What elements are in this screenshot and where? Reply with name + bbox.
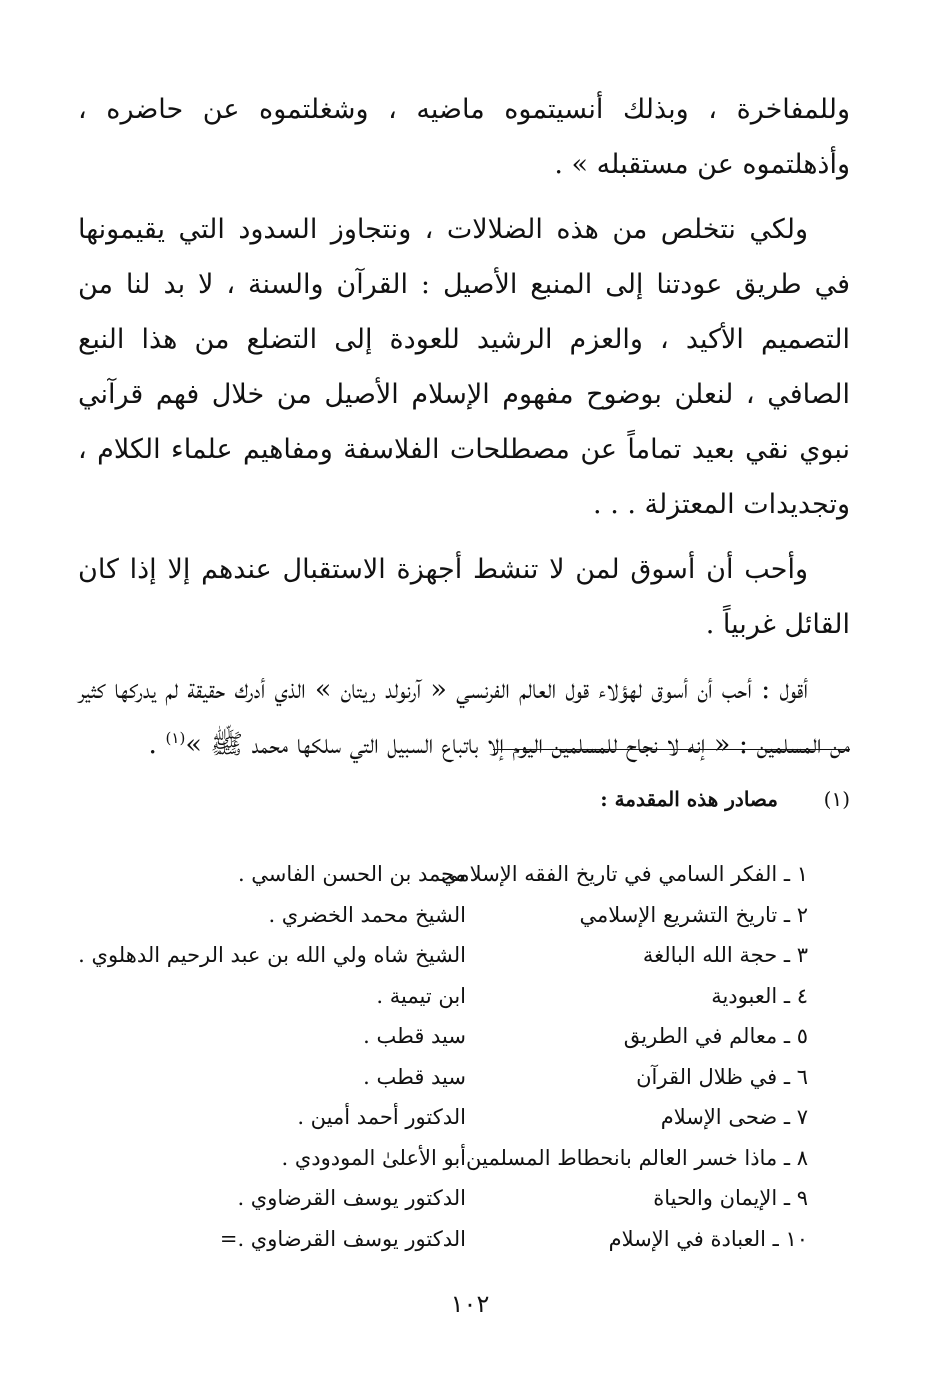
source-title: ٤ ـ العبودية — [711, 983, 808, 1008]
source-item — [78, 1227, 808, 1268]
page-number: ١٠٢ — [450, 1290, 490, 1318]
sources-list — [78, 862, 808, 1267]
footnote-separator — [493, 749, 850, 750]
source-item — [78, 1024, 808, 1065]
source-author: الدكتور يوسف القرضاوي .= — [219, 1226, 466, 1251]
source-item — [78, 943, 808, 984]
source-item — [78, 984, 808, 1025]
paragraph-2-text: ولكي نتخلص من هذه الضلالات ، ونتجاوز السدود التي يقيمونها في طريق عودتنا إلى المنبع الأصيل : القرآن والسنة ، لا بد لنا من التصميم الأكيد ، والعزم الرشيد للعودة إلى التضلع من هذا النبع الصافي ، لنعلن بوضوح مفهوم الإسلام الأصيل من خلال فهم قرآني نبوي نقي بعيد تماماً عن مصطلحات الفلاسفة ومفاهيم علماء الكلام ، وتجديدات المعتزلة . . . — [78, 214, 850, 520]
source-title: ١ ـ الفكر السامي في تاريخ الفقه الإسلامي — [440, 862, 808, 886]
paragraph-4-tail: . — [148, 729, 166, 760]
paragraph-4 — [78, 662, 850, 772]
footnote-reference: (١) — [165, 729, 186, 747]
paragraph-3 — [78, 542, 850, 652]
source-author: أبو الأعلىٰ المودودي . — [281, 1145, 466, 1170]
paragraph-4-text: أقول : أحب أن أسوق لهؤلاء قول العالم الفرنسي « آرنولد ريتان » الذي أدرك حقيقة لم يدركها كثير من المسلمين : « إنه لا نجاح للمسلمين اليوم إلا باتباع السبيل التي سلكها محمد ﷺ » — [78, 674, 850, 760]
source-title: ١٠ ـ العبادة في الإسلام — [608, 1226, 808, 1251]
source-title: ٨ ـ ماذا خسر العالم بانحطاط المسلمين — [466, 1145, 808, 1170]
source-author: سيد قطب . — [363, 1064, 466, 1089]
source-author: محمد بن الحسن الفاسي . — [237, 862, 466, 886]
source-author: سيد قطب . — [363, 1024, 466, 1048]
source-item — [78, 862, 808, 903]
source-author: ابن تيمية . — [376, 983, 466, 1008]
source-title: ٢ ـ تاريخ التشريع الإسلامي — [579, 902, 808, 927]
source-item — [78, 903, 808, 944]
source-item — [78, 1186, 808, 1227]
source-title: ٧ ـ ضحى الإسلام — [660, 1105, 808, 1129]
source-item — [78, 1065, 808, 1106]
footnote-number: (١) — [823, 787, 850, 811]
paragraph-3-text: وأحب أن أسوق لمن لا تنشط أجهزة الاستقبال عندهم إلا إذا كان القائل غربياً . — [78, 554, 850, 640]
footnote-heading-row — [350, 787, 850, 811]
paragraph-2 — [78, 202, 850, 532]
source-title: ٩ ـ الإيمان والحياة — [653, 1186, 808, 1210]
source-author: الدكتور أحمد أمين . — [297, 1105, 466, 1129]
source-author: الشيخ شاه ولي الله بن عبد الرحيم الدهلوي . — [78, 943, 466, 967]
main-text — [78, 82, 850, 782]
footnote-heading: مصادر هذه المقدمة : — [600, 787, 778, 811]
source-author: الدكتور يوسف القرضاوي . — [237, 1186, 466, 1210]
paragraph-1 — [78, 82, 850, 192]
paragraph-1-text: وللمفاخرة ، وبذلك أنسيتموه ماضيه ، وشغلتموه عن حاضره ، وأذهلتموه عن مستقبله » . — [78, 94, 850, 180]
source-item — [78, 1146, 808, 1187]
source-title: ٦ ـ في ظلال القرآن — [636, 1064, 808, 1089]
source-item — [78, 1105, 808, 1146]
source-author: الشيخ محمد الخضري . — [268, 902, 466, 927]
source-title: ٥ ـ معالم في الطريق — [623, 1024, 808, 1048]
source-title: ٣ ـ حجة الله البالغة — [642, 943, 808, 967]
